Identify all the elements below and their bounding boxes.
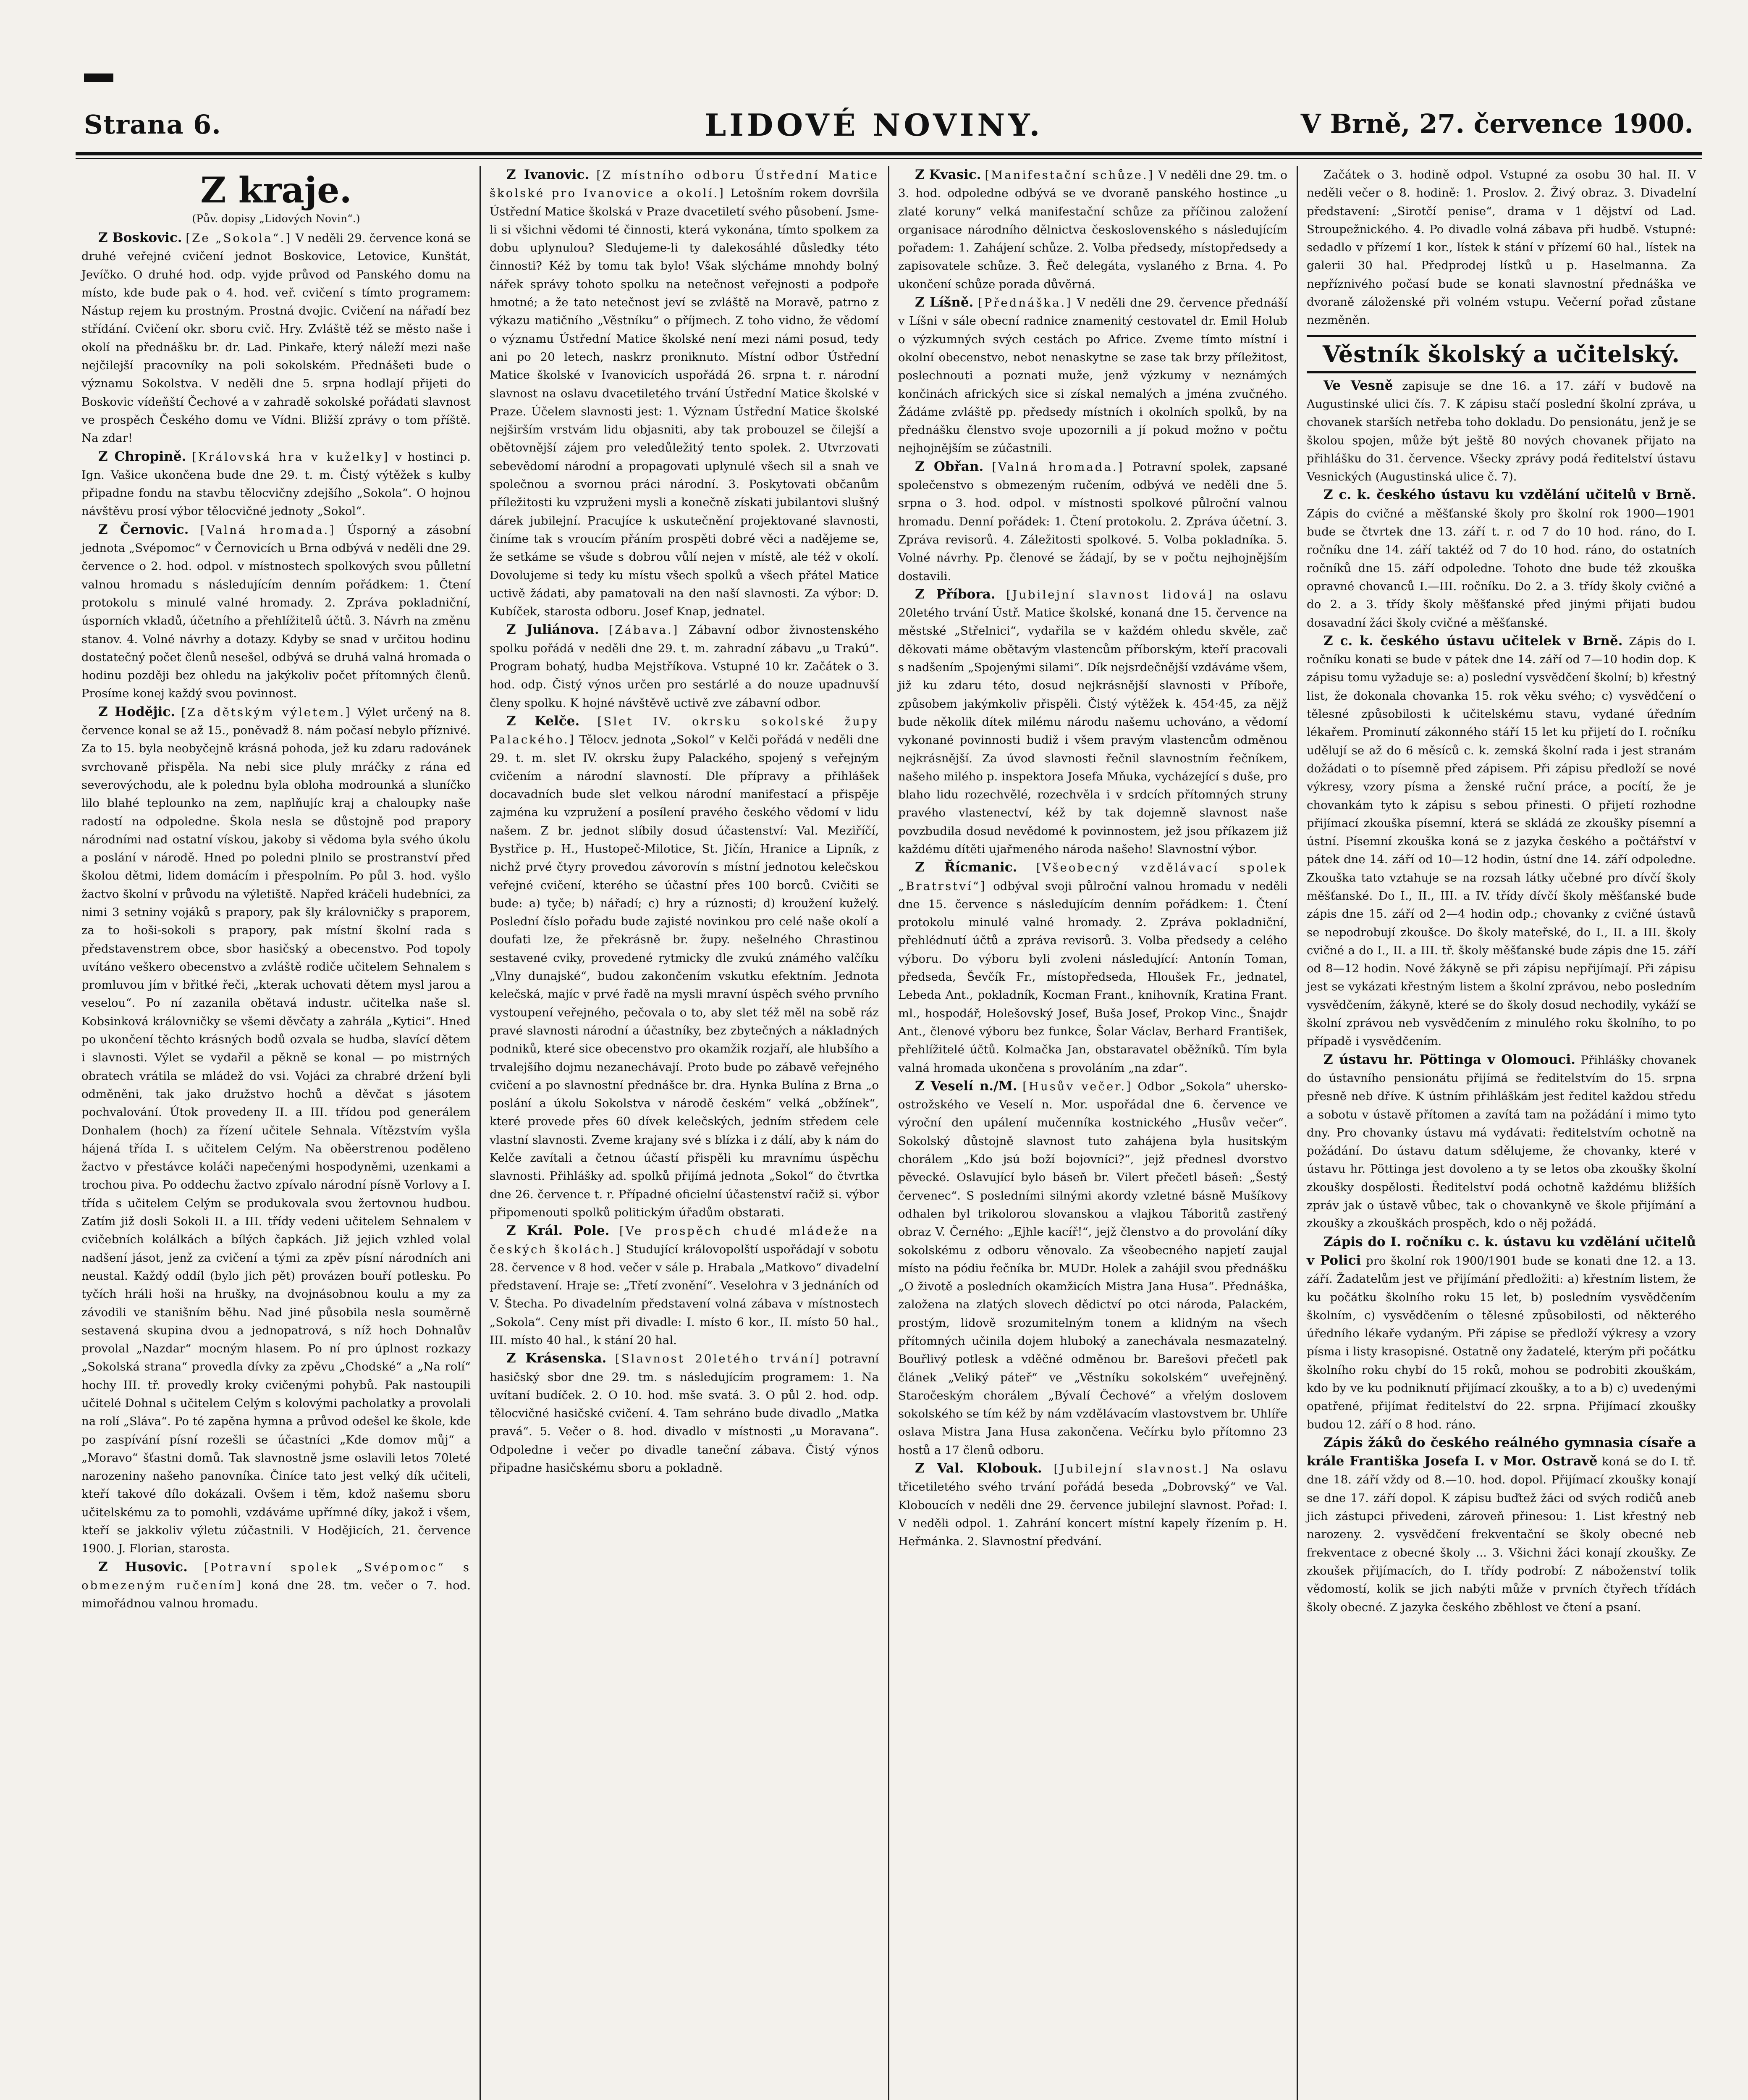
article-text: pro školní rok 1900/1901 bude se konati dne 12. a 13. září. Žadatelům jest ve přijímání předložiti: a) křestním listem, že ku počátku školního roku 15 let, b) posledním vysvědčením školním, c) vysvědčením o tělesné způsobilosti, od některého úředního lékaře vydaným. Při zápise se předloží výkresy a vzory písma i listy krasopisné. Ostatně ony žadatelé, kterým při počátku školního roku chybí do 15 roků, mohou se podrobiti zkouškám, kdo by ve ku podniknutí přijímací zkoušky, a to a b) c) uvedenými opatřené, přijímat ředitelství do 22. srpna. Přijímací zkoušky budou 12. září o 8 hod. ráno. (1307, 1254, 1696, 1431)
article-heading: Z Obřan. (915, 459, 984, 474)
article-rubric: [Slavnost 20letého trvání] (615, 1352, 821, 1366)
article-rubric: [Z místního odboru Ústřední Matice školské pro Ivanovice a okolí.] (490, 168, 879, 200)
column-3 (892, 166, 1293, 2100)
paper-name: LIDOVÉ NOVINY. (705, 107, 1043, 143)
article-text: koná dne 28. tm. večer o 7. hod. mimořádnou valnou hromadu. (81, 1578, 471, 1611)
article-heading: Z Chropině. (98, 449, 186, 464)
article-text: Odbor „Sokola“ uhersko-ostrožského ve Veselí n. Mor. uspořádal dne 6. července ve výroční den upálení mučenníka kostnického „Husův večer“. Sokolský důstojně slavnost tuto zahájena byla husitským chorálem „Kdo jsú boží bojovníci?“, jejž přednesl dvorstvo pěvecké. Oslavující bylo báseň br. Vilert přečetl báseň: „Šestý červenec“. S posledními silnými akordy vzletné básně Mušíkovy odhalen byl trikolorou slovanskou a vlajkou Táboritů zastřený obraz V. Černého: „Ejhle kacíř!“, jejž členstvo a do provolání díky sokolskému z odboru věnovalo. Za všeobecného napjetí zaujal místo na pódiu řečníka br. MUDr. Holek a zahájil svou přednášku „O životě a posledních okamžicích Mistra Jana Husa“. Přednáška, založena na zlatých slovech dědictví po otci národa, Palackém, prostým, lidově srozumitelným tonem a klidným na všech přítomných učinila dojem hluboký a zanechávala nesmazatelný. Bouřlivý potlesk a vděčné odměnou br. Barešovi přečetl pak článek „Veliký páteř“ ve „Věstníku sokolském“ uveřejněný. Staročeským chorálem „Bývalí Čechové“ a vřelým doslovem sokolského se tím kéž by nám vzdělávacím vlastovstvem br. Uhlíře oslava Mistra Jana Husa zakončena. Večírku bylo přítomno 23 hostů a 17 členů odboru. (898, 1079, 1287, 1457)
article-heading: Z Veselí n./M. (915, 1078, 1017, 1094)
article-rubric: [Všeobecný vzdělávací spolek „Bratrství“] (898, 861, 1287, 893)
column-1 (76, 166, 477, 2100)
article-heading: Z Král. Pole. (506, 1223, 610, 1239)
article-text: Přihlášky chovanek do ústavního pensionátu přijímá se ředitelstvím do 15. srpna přesně neb dříve. K ústním přihláškám jest ředitel každou středu a sobotu v ústavě přítomen a zavítá tam na požádání i mimo tyto dny. Pro chovanky ústavu má vydávati: ředitelstvím ochotně na požádání. Do ústavu datum sdělujeme, že chovanky, které v ústavu hr. Pöttinga jest dovoleno a ty se letos oba zkoušky školní zkoušky dospělosti. Ředitelství podá ochotně každému bližších zpráv jak o ústavě vůbec, tak o chovankyně ve škole přijímání a zkoušky a zkouškách prospěch, kdo o něj požádá. (1307, 1053, 1696, 1231)
article-heading: Zápis žáků do českého reálného gymnasia císaře a krále Františka Josefa I. v Mor. Ostravě (1307, 1435, 1696, 1469)
article-text: Potravní spolek, zapsané společenstvo s obmezeným ručením, odbývá ve neděli dne 5. srpna o 3. hod. odpol. v místnosti spolkové půlroční valnou hromadu. Denní pořádek: 1. Čtení protokolu. 2. Zpráva účetní. 3. Zpráva revisorů. 4. Záležitosti spolkové. 5. Volba pokladníka. 5. Volné návrhy. Pp. členové se žádají, by se v počtu nejhojnějším dostavili. (898, 460, 1287, 583)
article-heading: Z Kvasic. (915, 167, 981, 182)
col4-items (1307, 377, 1696, 1617)
article-item (1307, 1434, 1696, 1617)
page-corner-mark (84, 74, 113, 82)
article-rubric: [Za dětským výletem.] (181, 705, 351, 719)
article-item (81, 703, 471, 1558)
article-item (81, 229, 471, 448)
article-item (898, 166, 1287, 294)
column-divider (480, 166, 481, 2100)
article-heading: Z Příbora. (915, 586, 996, 602)
column-4 (1301, 166, 1702, 2100)
article-item (898, 294, 1287, 458)
article-text: odbýval svoji půlroční valnou hromadu v neděli dne 15. července s následujícím denním pořádkem: 1. Čtení protokolu minulé valné hromady. 2. Zpráva pokladniční, přehlédnutí účtů a zpráva revisorů. 3. Volba předsedy a celého výboru. Do výboru byli zvoleni následující: Antonín Toman, předseda, Ševčík Fr., místopředseda, Hloušek Fr., jednatel, Lebeda Ant., pokladník, Kocman Frant., knihovník, Kratina Frant. ml., hospodář, Holešovský Josef, Buša Josef, Prokop Vinc., Šnajdr Ant., členové výboru bez funkce, Šolar Václav, Berhard František, přehlížitelé účtů. Kolmačka Jan, obstaravatel oběžníků. Tím byla valná hromada ukončena s provoláním „na zdar“. (898, 879, 1287, 1075)
article-text: Úsporný a zásobní jednota „Svépomoc“ v Černovicích u Brna odbývá v neděli dne 29. července o 2. hod. odpol. v místnostech spolkových svou půlletní valnou hromadu s následujícím denním pořádkem: 1. Čtení protokolu s minulé valné hromady. 2. Zpráva pokladniční, úsporních vkladů, účetního a přehlížitelů účtů. 3. Návrh na změnu stanov. 4. Volné návrhy a dotazy. Kdyby se snad v určitou hodinu dostatečný počet členů nesešel, odbývá se druhá valná hromada o hodinu později bez ohledu na jakýkoliv počet přítomných členů. Prosíme konej každý svou povinnost. (81, 523, 471, 701)
article-heading: Z Řícmanic. (915, 860, 1017, 875)
article-item (1307, 1233, 1696, 1434)
columns (76, 166, 1702, 2100)
article-text: Výlet určený na 8. července konal se až 15., poněvadž 8. nám počasí nebylo příznivé. Za to 15. byla neobyčejně krásná pohoda, jež ku zdaru radovánek svrchovaně přispěla. Na nebi sice pluly mráčky z rána ed severovýchodu, ale k polednu byla obloha modrounká a sluníčko lilo blahé teplounko na zem, naplňujíc kraj a chaloupky naše radostí na odpoledne. Škola nesla se důstojně pod prapory národními nad ostatní vískou, jakoby si vědoma byla svého úkolu a poslání v národě. Hned po poledni plnilo se prostranství před školou dětmi, lidem domácím i přespolním. Po půl 3. hod. vyšlo žactvo školní v průvodu na výletiště. Napřed kráčeli hudebníci, za nimi 3 setniny vojáků s prapory, pak šly královničky s praporem, za to hoši-sokoli s prapory, pak místní školní rada s představenstrem obce, sbor hasičský a obecenstvo. Pod topoly uvítáno veškero obecenstvo a zvláště rodiče učitelem Sehnalem s promluvou jím v břitké řeči, „kterak uchovati dětem mysl jarou a veselou“. Po ní zazanila obětavá industr. učitelka naše sl. Kobsinková královničky se všemi děvčaty a zahrála „Kytici“. Hned po ukončení těchto krásných bodů ozvala se hudba, slavící dětem i slavnosti. Výlet se vydařil a pěkně se konal — po mistrných obratech vrátila se mládež do vsi. Vojáci za chrabré držení byli odměněni, tak jako družstvo hochů a děvčat s jásotem pochvalování. Útok provedeny II. a III. třídou pod generálem Donhalem (hoch) za řízení učitele Sehnala. Vítězstvím vyšla hájená třída I. s učitelem Celým. Na oběerstrenou poděleno žactvo v přestávce koláči napečenými hospodyněmi, uzenkami a trochou piva. Po oddechu žactvo zpívalo národní písně Vorlovy a I. třída s učitelem Celým se produkovala svou žertovnou hudbou. Zatím již dosli Sokoli II. a III. třídy vedeni učitelem Sehnalem v cvičebních kolálkách a bílých čapkách. Již jejich vzhled volal nadšení jásot, jenž za cvičení a tými za zpěv písní národních ani neustal. Každý oddíl (bylo jich pět) provázen bouří potlesku. Po tyčích hráli hoši na hrušky, na dvojnásobnou koulu a my za závodili ve stanišním běhu. Nad jiné působila nesla souměrně sestavená skupina dvou a jednopatrová, s níž hoch Dohnalův provolal „Nazdar“ mocným hlasem. Po ní pro úplnost rozkazy „Sokolská strana“ provedla dívky za zpěvu „Chodské“ a „Na rolí“ hochy III. tř. provedly kroky cvičenými pohybů. Pak nastoupili učitelé Dohnal s učitelem Celým s kolovými pacholatky a provolali na rolí „Sláva“. Po té zapěna hymna a průvod odešel ke škole, kde po zaspívání písní rozešli se účastníci „Kde domov můj“ a „Moravo“ šťastni domů. Tak slavnostně jsme oslavili letos 70leté narozeniny našeho panovníka. Činíce tato jest velký dík učiteli, kteří takové dílo dokázali. Ovšem i těm, kdož našemu sboru učitelskému za to pomohli, vzdáváme upřímné díky, jakož i všem, kteří se jakkoliv výletu zúčastnili. V Hodějicích, 21. července 1900. J. Florian, starosta. (81, 705, 471, 1556)
article-text: V neděli 29. července koná se druhé veřejné cvičení jednot Boskovice, Letovice, Kunštát, Jevíčko. O druhé hod. odp. vyjde průvod od Panského domu na místo, kde bude pak o 4. hod. veř. cvičení s tímto programem: Nástup rejem ku prostným. Prostná dvojic. Cvičení na nářadí bez střídání. Cvičení okr. sboru cvič. Hry. Zvláště též se město naše i okolí na přednášku br. dr. Lad. Pinkaře, který náleží mezi naše nejčilejší pracovníky na poli sokolském. Přednášeti bude o významu Sokolstva. V neděli dne 5. srpna hodlají přijeti do Boskovic vídeňští Čechové a v zahradě sokolské pořádati slavnost ve prospěch Českého domu ve Vídni. Bližší zprávy o tom příště. Na zdar! (81, 231, 471, 445)
article-item (1307, 632, 1696, 1051)
article-heading: Z Juliánova. (506, 622, 599, 638)
article-heading: Z c. k. českého ústavu učitelek v Brně. (1323, 633, 1623, 648)
article-text: zapisuje se dne 16. a 17. září v budově na Augustinské ulici čís. 7. K zápisu stačí poslední školní zpráva, u chovanek starších netřeba toho dokladu. Do pensionátu, jenž je se školou spojen, může být ještě 80 nových chovanek přijato na přihlášku do 31. července. Všecky zprávy podá ředitelství ústavu Vesnických (Augustinská ulice č. 7). (1307, 379, 1696, 484)
article-text: V neděli dne 29. tm. o 3. hod. odpoledne odbývá se ve dvoraně panského hostince „u zlaté koruny“ velká manifestační schůze za příčinou založení organisace národního dělnictva československého s následujícím pořadem: 1. Zahájení schůze. 2. Volba předsedy, místopředsedy a zapisovatele schůze. 3. Řeč delegáta, vyslaného z Brna. 4. Po ukončení schůze porada důvěrná. (898, 168, 1287, 291)
article-item (1307, 1051, 1696, 1233)
article-rubric: [Potravní spolek „Svépomoc“ s obmezeným ručením] (81, 1560, 471, 1592)
article-heading: Z Líšně. (915, 295, 974, 310)
article-rubric: [Husův večer.] (1022, 1079, 1132, 1093)
article-item (490, 712, 879, 1222)
section-subtitle: (Pův. dopisy „Lidových Novin“.) (192, 213, 360, 225)
col1-items (81, 229, 471, 1613)
article-item (1307, 377, 1696, 486)
section-title: Z kraje. (200, 169, 352, 211)
article-text: Zápis do I. ročníku konati se bude v pátek dne 14. září od 7—10 hodin dop. K zápisu tomu vyžaduje se: a) poslední vysvědčení školní; b) křestný list, že dokonala chovanka 15. rok věku svého; c) vysvědčení o tělesné způsobilosti k učitelskému stavu, vydané úředním lékařem. Prominutí zákonného stáří 15 let ku přijetí do I. ročníku udělují se až do 6 měsíců c. k. zemská školní rada i jest stranám dožádati o to písemně před zápisem. Při zápisu předloží se nové výkresy, vzory písma a ženské ruční práce, a pocítí, že je chovankám tyto k zápisu s sebou přinesti. O přijetí rozhodne přijímací zkouška písemní, která se skládá ze zkoušky písemní a ústní. Písemní zkouška koná se z jazyka českého a počtářství v pátek dne 14. září od 10—12 hodin, ústní dne 14. září odpoledne. Zkouška tato vztahuje se na rozsah látky učebné pro dívčí školy měšťanské. Do I., II., III. a IV. třídy dívčí školy měšťanské bude zápis dne 15. září od 2—4 hodin odp.; chovanky z cvičné ústavů se nepodrobují zkoušce. Do školy mateřské, do I., II. a III. školy cvičné a do I., II. a III. tř. školy měšťanské bude zápis dne 15. září od 8—12 hodin. Nové žákyně se při zápisu nepřijímají. Při zápisu jest se vykázati křestným listem a školní zprávou, nebo posledním vysvědčením, žákyně, které se do školy dosud nechodily, vykáží se školní zprávou neb vysvědčením z minulého roku školního, to po případě i vysvědčením. (1307, 634, 1696, 1048)
article-item (490, 166, 879, 621)
article-text: v hostinci p. Ign. Vašice ukončena bude dne 29. t. m. Čistý výtěžek s kulby připadne fondu na stavbu tělocvičny zdejšího „Sokola“. O hojnou návštěvu prosí výbor tělocvičné jednoty „Sokol“. (81, 450, 471, 518)
article-heading: Z Krásenska. (506, 1351, 607, 1366)
article-rubric: [Slet IV. okrsku sokolské župy Palackého.] (490, 714, 879, 747)
page-label: Strana 6. (84, 109, 221, 140)
article-rubric: [Jubilejní slavnost lidová] (1006, 588, 1214, 601)
article-item (81, 448, 471, 521)
masthead-rule-thin (76, 158, 1702, 159)
article-text: Zábavní odbor živnostenského spolku pořádá v neděli dne 29. t. m. zahradní zábavu „u Trakú“. Program bohatý, hudba Mejstříkova. Vstupné 10 kr. Začátek o 3. hod. odp. Čistý výnos určen pro sestárlé a do nouze upadnuvší členy spolku. K hojné návštěvě uctivě zve zábavní odbor. (490, 623, 879, 710)
article-text: koná se do I. tř. dne 18. září vždy od 8.—10. hod. dopol. Přijímací zkoušky konají se dne 17. září dopol. K zápisu buďtež žáci od svých rodičů aneb jich zástupci přivedeni, zároveň přinesou: 1. List křestný neb narozeny. 2. vysvědčení frekventační se školy obecné neb frekventace z obecné školy ... 3. Všichni žáci konají zkoušky. Ze zkoušek přijímacích, do I. třídy podrobí: Z náboženství tolik vědomostí, kolik se jich nabýti může v prvních čtyřech třídách školy obecné. Z jazyka českého zběhlost ve čtení a psaní. (1307, 1455, 1696, 1614)
article-heading: Z Husovic. (98, 1559, 188, 1575)
event-notice: Začátek o 3. hodině odpol. Vstupné za osobu 30 hal. II. V neděli večer o 8. hodině: 1. Proslov. 2. Živý obraz. 3. Divadelní představení: „Sirotčí penise“, drama v 1 dějství od Lad. Stroupežnického. 4. Po divadle volná zábava při hudbě. Vstupné: sedadlo v přízemí 1 kor., lístek k stání v přízemí 60 hal., lístek na galerii 30 hal. Předprodej lístků u p. Haselmanna. Za nepříznivého počasí bude se konati slavnostní přednáška ve dvoraně záloženské při volném vstupu. Večerní pořad zůstane nezměněn. (1307, 168, 1696, 327)
dateline: V Brně, 27. července 1900. (1300, 108, 1693, 139)
article-item (490, 621, 879, 712)
school-gazette-title: Věstník školský a učitelský. (1307, 335, 1696, 373)
article-heading: Zápis do I. ročníku c. k. ústavu ku vzdělání učitelů v Polici (1307, 1234, 1696, 1268)
article-heading: Z Val. Klobouk. (915, 1461, 1042, 1476)
article-heading: Z ústavu hr. Pöttinga v Olomouci. (1323, 1052, 1576, 1067)
article-rubric: [Manifestační schůze.] (985, 168, 1155, 182)
article-text: potravní hasičský sbor dne 29. tm. s následujícím programem: 1. Na uvítaní budíček. 2. O 10. hod. mše svatá. 3. O půl 2. hod. odp. tělocvičné hasičské cvičení. 4. Tam sehráno bude divadlo „Matka pravá“. 5. Večer o 8. hod. divadlo v místnosti „u Moravana“. Odpoledne i večer po divadle taneční zábava. Čistý výnos připadne hasičskému sboru a pokladně. (490, 1352, 879, 1475)
article-rubric: [Valná hromada.] (200, 523, 335, 537)
article-heading: Z Hodějic. (98, 704, 176, 719)
column-divider (888, 166, 889, 2100)
article-text: Tělocv. jednota „Sokol“ v Kelči pořádá v neděli dne 29. t. m. slet IV. okrsku župy Palackého, spojený s veřejným cvičením a národní slavností. Dle přípravy a přihlášek docavadních bude slet velkou národní manifestací a přispěje zajména ku vzpružení a posílení pravého českého vědomí v lidu našem. Z br. jednot slíbily dosud účastenství: Val. Meziříčí, Bystřice p. H., Hustopeč-Milotice, St. Jičín, Hranice a Lipník, z nichž prvé čtyry provedou závorovín s místní jednotou kelečskou veřejné cvičení, kterého se účastní přes 100 borců. Cvičiti se bude: a) tyče; b) nářadí; c) hry a rúznosti; d) kroužení kuželý. Poslední číslo pořadu bude zajisté novinkou pro celé naše okolí a doufati lze, že překrásně br. župy. nešelného Chrastinou sestavené cviky, provedené rytmicky dle zvukú známého valčíku „Vlny dunajské“, budou zakončením vskutku efektním. Jednota kelečská, majíc v prvé řadě na mysli mravní úspěch svého prvního vystoupení veřejného, pečovala o to, aby slet též měl na sobě ráz pravé slavnosti národní a účastníky, bez zbytečných a nákladných podniků, které sice obecenstvo pro okamžik rozjaří, ale hlubšího a trvalejšího dojmu nezanechávají. Proto bude po zábavě veřejného cvičení a po slavnostní přednášce br. dra. Hynka Bulína z Brna „o poslání a úkolu Sokolstva v národě českém“ velká „obžínek“, které provede přes 60 dívek kelečských, jedním středem cele vlastní slavnosti. Zveme krajany své s blízka i z dálí, aby k nám do Kelče zavítali a četnou účastí přispěli ku mravnímu úspěchu slavnosti. Přihlášky ad. spolků přijímá jednota „Sokol“ do čtvrtka dne 26. července t. r. Případné oficielní účastenství račiž si. výbor připomenouti spolků politickým úřadům obstarati. (490, 733, 879, 1219)
article-text: Studující královopolští uspořádají v sobotu 28. července v 8 hod. večer v sále p. Hrabala „Matkovo“ divadelní představení. Hraje se: „Třetí zvonění“. Veselohra v 3 jednáních od V. Štecha. Po divadelním představení volná zábava v místnostech „Sokola“. Ceny míst při divadle: I. místo 6 kor., II. místo 50 hal., III. místo 40 hal., k stání 20 hal. (490, 1242, 879, 1347)
article-item (898, 1460, 1287, 1551)
column-divider (1297, 166, 1298, 2100)
article-rubric: [Královská hra v kuželky] (192, 450, 390, 464)
article-heading: Z Boskovic. (98, 230, 182, 245)
article-item (1307, 486, 1696, 632)
article-heading: Z Kelče. (506, 713, 580, 729)
article-item (898, 858, 1287, 1077)
article-rubric: [Přednáška.] (978, 296, 1073, 310)
article-rubric: [Ze „Sokola“.] (186, 231, 292, 245)
col2-items (490, 166, 879, 1477)
article-rubric: [Zábava.] (608, 623, 679, 637)
article-item (81, 521, 471, 703)
article-text: na oslavu 20letého trvání Ústř. Matice školské, konaná dne 15. července na městské „Střelnici“, vydařila se v každém ohledu skvěle, zač děkovati máme obětavým vlastencům příborským, kteří pracovali s nadšením „Spojenými silami“. Dík nejsrdečnější vzdáváme všem, již ku zdaru této, dosud nejkrásnější slavnosti v Příboře, způsobem jakýmkoliv přispěli. Čistý výtěžek k. 454·45, za nějž bude několik dítek milému národu našemu uchováno, a vědomí vykonané povinnosti budiž i všem pravým vlastencům odměnou nejkrásnější. Za úvod slavnosti řečnil slavnostním řečníkem, našeho milého p. inspektora Josefa Mňuka, vycházející s duše, pro blaho lidu rozechvělé, rozechvěla i v srdcích přítomných struny pravého vlastenectví, kéž by tak dojemně slavnost naše povzbudila dosud nevědomé k povinnostem, jež jsou příkazem již každému dítěti ujařmeného národa našeho! Slavnostní výbor. (898, 588, 1287, 856)
article-text: Letošním rokem dovršila Ústřední Matice školská v Praze dvacetiletí svého působení. Jsme-li si všichni vědomi té činnosti, která vykonána, tímto spolkem za dobu uplynulou? Sledujeme-li ty dalekosáhlé důsledky této činnosti? Kéž by tomu tak bylo! Však slýcháme mnohdy bolný nářek správy tohoto spolku na netečnost veřejnosti a podpoře hmotné; a že tato netečnost jeví se zvláště na Moravě, patrno z výkazu matičního „Věstníku“ o příjmech. Z toho vidno, že vědomí o významu Ústřední Matice školské není mezi námi posud, tedy ani po 20 letech, naskrz proniknuto. Místní odbor Ústřední Matice školské v Ivanovicích uspořádá 26. srpna t. r. národní slavnost na oslavu dvacetiletého trvání Ústřední Matice školské v Praze. Účelem slavnosti jest: 1. Význam Ústřední Matice školské nejširším vrstvám lidu objasniti, aby tak probouzel se čilejší a obětovnější zájem pro veledůležitý tento spolek. 2. Utvrzovati sebevědomí národní a propagovati uplynulé všech sil a snah ve společnou a svornou práci národní. 3. Poskytovati občanům příležitosti ku vzpruženi mysli a konečně získati jubilantovi slušný dárek jubilejní. Pracujíce k uskutečnění projektované slavnosti, činíme tak s vroucím přáním prospěti dobré věci a nadějeme se, že setkáme se všude s dobrou vůlí nejen v místě, ale též v okolí. Dovolujeme si tedy ku místu všech spolků a všech přátel Matice uctivě žádati, aby pamatovali na den naší slavnosti. Za výbor: D. Kubíček, starosta odboru. Josef Knap, jednatel. (490, 186, 879, 619)
article-rubric: [Jubilejní slavnost.] (1054, 1462, 1210, 1476)
article-item (81, 1558, 471, 1613)
article-item (490, 1349, 879, 1477)
article-heading: Z Černovic. (98, 522, 189, 537)
masthead-rule (76, 152, 1702, 155)
column-2 (484, 166, 885, 2100)
masthead (0, 0, 1748, 164)
article-item (898, 458, 1287, 585)
article-text: V neděli dne 29. července přednáší v Líšni v sále obecní radnice znamenitý cestovatel dr. Emil Holub o výzkumných svých cestách po Africe. Zveme tímto místní i okolní obecenstvo, nebot nenaskytne se zase tak brzy příležitost, poslechnouti a poznati muže, jenž výzkumy v neznámých končinách afrických sice si získal nemalých a jména zvučného. Žádáme zvláště pp. předsedy místních i okolních spolků, by na přednášku členstvo svoje upozornili a jí pokud možno v počtu nejhojnějším se zúčastnili. (898, 296, 1287, 455)
article-item (490, 1222, 879, 1349)
article-heading: Z Ivanovic. (506, 167, 590, 182)
article-text: Zápis do cvičné a měšťanské školy pro školní rok 1900—1901 bude se čtvrtek dne 13. září t. r. od 7 do 10 hod. ráno, do I. ročníku dne 14. září taktéž od 7 do 10 hod. ráno, do ostatních ročníků dne 15. září odpoledne. Tohoto dne bude též zkouška opravné chovanců I.—III. ročníku. Do 2. a 3. třídy školy cvičné a do 2. a 3. třídy školy měšťanské před jinými přijati budou dosavadní žáci školy cvičné a měšťanské. (1307, 507, 1696, 630)
article-rubric: [Valná hromada.] (992, 460, 1124, 474)
article-rubric: [Ve prospěch chudé mládeže na českých školách.] (490, 1224, 879, 1256)
article-heading: Ve Vesně (1323, 378, 1393, 393)
article-item (898, 1077, 1287, 1460)
article-text: Na oslavu třicetiletého svého trvání pořádá beseda „Dobrovský“ ve Val. Kloboucích v neděli dne 29. července jubilejní slavnost. Pořad: I. V neděli odpol. 1. Zahrání koncert místní kapely řízením p. H. Heřmánka. 2. Slavnostní předvání. (898, 1462, 1287, 1549)
article-item (898, 585, 1287, 858)
col3-items (898, 166, 1287, 1551)
article-heading: Z c. k. českého ústavu ku vzdělání učitelů v Brně. (1323, 487, 1696, 503)
